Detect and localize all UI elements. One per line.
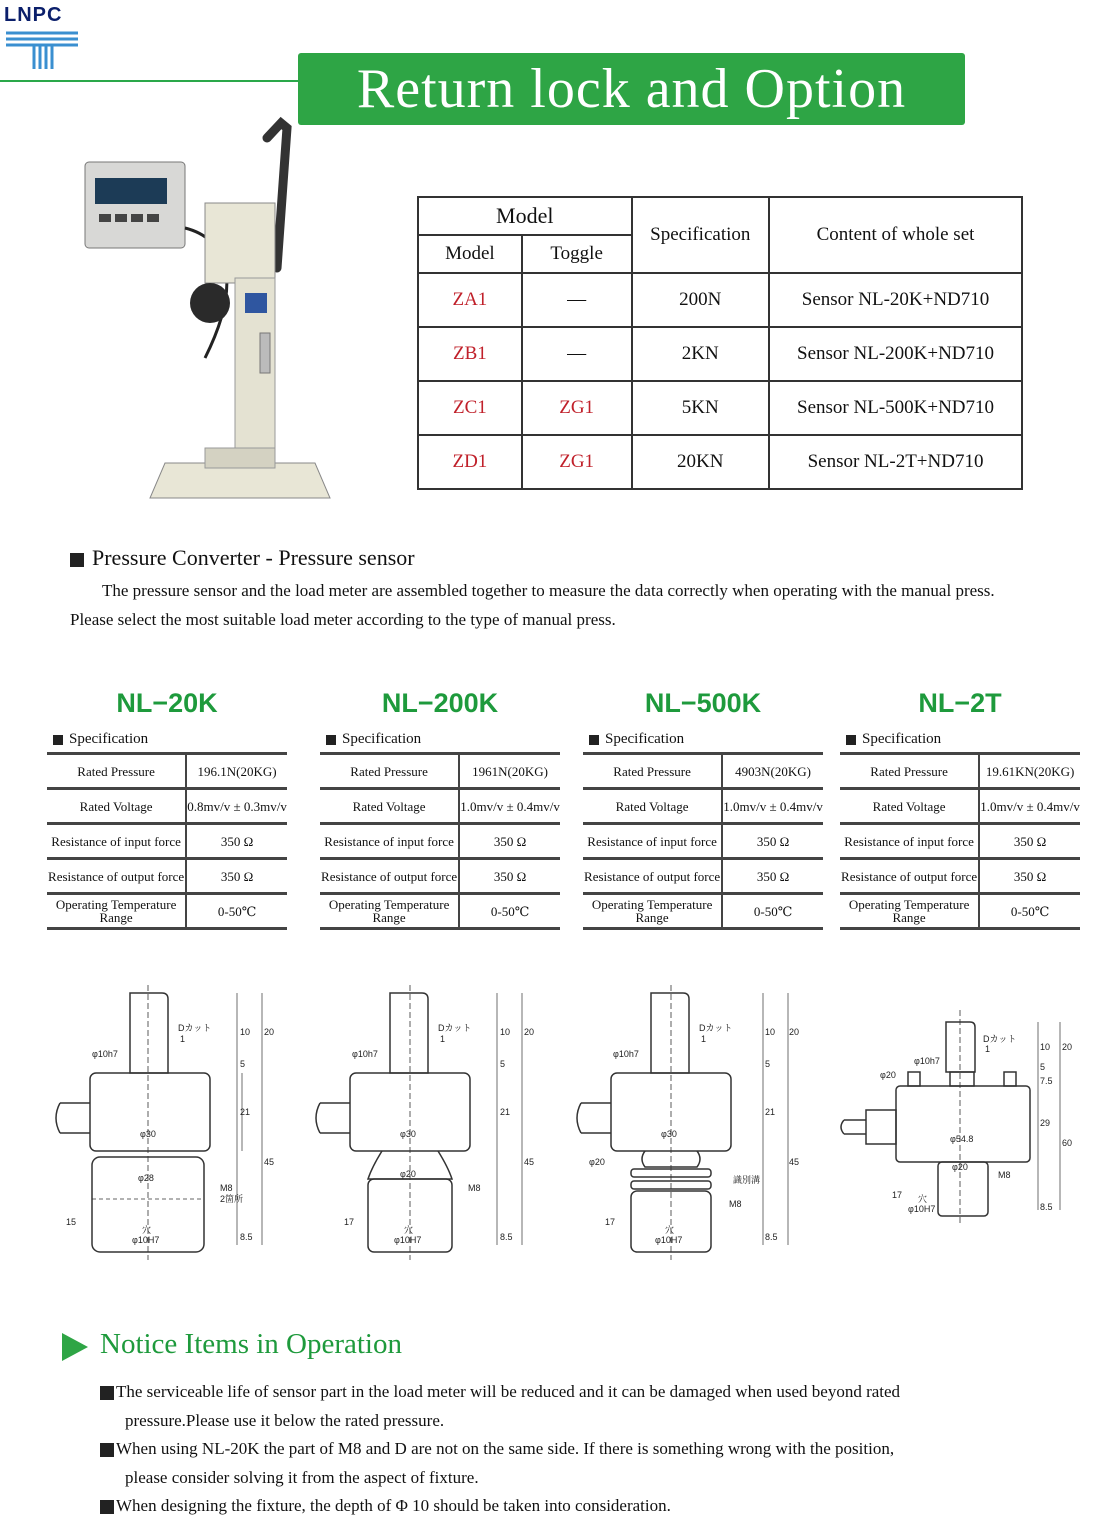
label: 8.5 bbox=[240, 1232, 253, 1242]
spec-value: 0-50℃ bbox=[186, 894, 287, 929]
drawing-nl-20k bbox=[52, 985, 282, 1260]
label: M8 bbox=[220, 1183, 233, 1193]
sensor-name: NL−200K bbox=[381, 688, 499, 718]
content-cell: Sensor NL-2T+ND710 bbox=[769, 435, 1022, 489]
spec-cell: 5KN bbox=[632, 381, 770, 435]
label: M8 bbox=[729, 1199, 742, 1209]
label: 21 bbox=[240, 1107, 251, 1117]
spec-heading: Specification bbox=[589, 731, 823, 748]
bullet-square-icon bbox=[589, 735, 599, 745]
label: 10 bbox=[500, 1027, 511, 1037]
notice-list bbox=[100, 1378, 1000, 1521]
label: 5 bbox=[1040, 1062, 1046, 1072]
label: 45 bbox=[264, 1157, 275, 1167]
spec-key: Operating Temperature Range bbox=[583, 894, 722, 929]
model-table bbox=[417, 196, 1023, 490]
model-cell: ZB1 bbox=[418, 327, 522, 381]
spec-cell: 20KN bbox=[632, 435, 770, 489]
model-cell: ZC1 bbox=[418, 381, 522, 435]
spec-table bbox=[583, 752, 823, 930]
label: φ10H7 bbox=[132, 1235, 160, 1245]
spec-heading: Specification bbox=[53, 731, 287, 748]
toggle-cell: — bbox=[522, 327, 632, 381]
spec-heading: Specification bbox=[326, 731, 560, 748]
sensor-name: NL−500K bbox=[644, 688, 762, 718]
label: 60 bbox=[1062, 1138, 1073, 1148]
label: 20 bbox=[524, 1027, 535, 1037]
label: 20 bbox=[264, 1027, 275, 1037]
sensor-nl-500k bbox=[583, 688, 823, 930]
model-cell: ZD1 bbox=[418, 435, 522, 489]
notice-item-continuation: pressure.Please use it below the rated pressure. bbox=[125, 1410, 445, 1430]
spec-key: Resistance of input force bbox=[840, 824, 979, 859]
label: φ28 bbox=[138, 1173, 154, 1183]
label: Dカット bbox=[983, 1034, 1017, 1044]
spec-key: Resistance of output force bbox=[583, 859, 722, 894]
spec-value: 0-50℃ bbox=[722, 894, 823, 929]
bullet-square-icon bbox=[70, 553, 84, 567]
model-cell: ZA1 bbox=[418, 273, 522, 327]
table-row bbox=[418, 327, 1022, 381]
label: M8 bbox=[998, 1170, 1011, 1180]
spec-cell: 200N bbox=[632, 273, 770, 327]
spec-key: Rated Voltage bbox=[320, 789, 459, 824]
section-description: The pressure sensor and the load meter are assembled together to measure the data correctly when operating with the manual press. Please select the most suitable load meter according to the type of manual press. bbox=[70, 581, 995, 629]
content-cell: Sensor NL-20K+ND710 bbox=[769, 273, 1022, 327]
label: 17 bbox=[605, 1217, 616, 1227]
label: 17 bbox=[344, 1217, 355, 1227]
label: 穴 bbox=[918, 1194, 928, 1204]
sensor-nl-2t bbox=[840, 688, 1080, 930]
notice-title: Notice Items in Operation bbox=[100, 1328, 402, 1360]
table-row bbox=[418, 435, 1022, 489]
spec-value: 350 Ω bbox=[459, 824, 560, 859]
label: 10 bbox=[1040, 1042, 1051, 1052]
label: 21 bbox=[765, 1107, 776, 1117]
section-title bbox=[70, 545, 415, 571]
spec-key: Rated Pressure bbox=[840, 754, 979, 789]
spec-table bbox=[840, 752, 1080, 930]
label: 1 bbox=[180, 1034, 186, 1044]
label: φ10h7 bbox=[352, 1049, 378, 1059]
spec-heading: Specification bbox=[846, 731, 1080, 748]
spec-value: 1.0mv/v ± 0.4mv/v bbox=[979, 789, 1080, 824]
bullet-square-icon bbox=[846, 735, 856, 745]
bullet-square-icon bbox=[100, 1386, 114, 1400]
spec-value: 1961N(20KG) bbox=[459, 754, 560, 789]
spec-key: Rated Voltage bbox=[47, 789, 186, 824]
label: Dカット bbox=[438, 1023, 472, 1033]
spec-cell: 2KN bbox=[632, 327, 770, 381]
company-logo bbox=[4, 4, 84, 70]
bullet-square-icon bbox=[326, 735, 336, 745]
label: 識別溝 bbox=[733, 1175, 761, 1185]
play-triangle-icon bbox=[62, 1333, 88, 1361]
section-title-text: Pressure Converter - Pressure sensor bbox=[92, 545, 415, 570]
label: φ30 bbox=[140, 1129, 156, 1139]
drawing-nl-500k bbox=[573, 985, 805, 1260]
spec-key: Rated Voltage bbox=[840, 789, 979, 824]
label: 穴 bbox=[404, 1225, 414, 1235]
logo-mark-icon bbox=[4, 27, 84, 71]
spec-value: 0-50℃ bbox=[459, 894, 560, 929]
label: 10 bbox=[765, 1027, 776, 1037]
spec-value: 0.8mv/v ± 0.3mv/v bbox=[186, 789, 287, 824]
spec-value: 196.1N(20KG) bbox=[186, 754, 287, 789]
title-banner bbox=[298, 53, 965, 125]
spec-key: Operating Temperature Range bbox=[320, 894, 459, 929]
drawing-nl-2t bbox=[838, 1010, 1073, 1225]
table-row bbox=[418, 273, 1022, 327]
label: Dカット bbox=[178, 1023, 212, 1033]
sensor-name: NL−20K bbox=[116, 688, 218, 718]
label: 15 bbox=[66, 1217, 77, 1227]
label: 5 bbox=[500, 1059, 506, 1069]
label: 7.5 bbox=[1040, 1076, 1053, 1086]
specification-header: Specification bbox=[632, 197, 770, 273]
label: φ20 bbox=[952, 1162, 968, 1172]
label: 1 bbox=[440, 1034, 446, 1044]
spec-key: Resistance of input force bbox=[320, 824, 459, 859]
label: φ10h7 bbox=[914, 1056, 940, 1066]
spec-value: 350 Ω bbox=[979, 859, 1080, 894]
spec-value: 350 Ω bbox=[979, 824, 1080, 859]
model-group-header: Model bbox=[418, 197, 632, 235]
label: 8.5 bbox=[765, 1232, 778, 1242]
label: 2箇所 bbox=[220, 1194, 244, 1204]
spec-value: 19.61KN(20KG) bbox=[979, 754, 1080, 789]
toggle-cell: — bbox=[522, 273, 632, 327]
label: φ10h7 bbox=[92, 1049, 118, 1059]
label: 10 bbox=[240, 1027, 251, 1037]
label: 8.5 bbox=[1040, 1202, 1053, 1212]
table-row bbox=[418, 381, 1022, 435]
sensor-nl-20k bbox=[47, 688, 287, 930]
label: 20 bbox=[789, 1027, 800, 1037]
label: φ30 bbox=[661, 1129, 677, 1139]
label: 穴 bbox=[142, 1225, 152, 1235]
toggle-header: Toggle bbox=[522, 235, 632, 273]
spec-key: Resistance of output force bbox=[47, 859, 186, 894]
drawing-nl-200k bbox=[312, 985, 542, 1260]
label: φ20 bbox=[589, 1157, 605, 1167]
spec-key: Operating Temperature Range bbox=[47, 894, 186, 929]
spec-key: Rated Pressure bbox=[583, 754, 722, 789]
spec-key: Operating Temperature Range bbox=[840, 894, 979, 929]
label: φ54.8 bbox=[950, 1134, 974, 1144]
bullet-square-icon bbox=[53, 735, 63, 745]
spec-value: 350 Ω bbox=[722, 859, 823, 894]
label: 5 bbox=[765, 1059, 771, 1069]
label: 20 bbox=[1062, 1042, 1073, 1052]
label: 8.5 bbox=[500, 1232, 513, 1242]
content-header: Content of whole set bbox=[769, 197, 1022, 273]
spec-value: 0-50℃ bbox=[979, 894, 1080, 929]
spec-key: Rated Pressure bbox=[47, 754, 186, 789]
spec-key: Resistance of output force bbox=[840, 859, 979, 894]
spec-key: Rated Pressure bbox=[320, 754, 459, 789]
label: φ30 bbox=[400, 1129, 416, 1139]
spec-value: 1.0mv/v ± 0.4mv/v bbox=[722, 789, 823, 824]
spec-value: 350 Ω bbox=[186, 859, 287, 894]
spec-key: Rated Voltage bbox=[583, 789, 722, 824]
spec-value: 4903N(20KG) bbox=[722, 754, 823, 789]
label: φ10H7 bbox=[394, 1235, 422, 1245]
spec-key: Resistance of input force bbox=[583, 824, 722, 859]
spec-value: 1.0mv/v ± 0.4mv/v bbox=[459, 789, 560, 824]
header-divider bbox=[0, 80, 300, 82]
page-title: Return lock and Option bbox=[356, 58, 907, 120]
bullet-square-icon bbox=[100, 1500, 114, 1514]
toggle-cell: ZG1 bbox=[522, 381, 632, 435]
notice-item: The serviceable life of sensor part in the load meter will be reduced and it can be damaged when used beyond rated bbox=[100, 1378, 1000, 1407]
label: 29 bbox=[1040, 1118, 1051, 1128]
spec-key: Resistance of input force bbox=[47, 824, 186, 859]
spec-value: 350 Ω bbox=[722, 824, 823, 859]
spec-table bbox=[47, 752, 287, 930]
spec-table bbox=[320, 752, 560, 930]
label: 45 bbox=[789, 1157, 800, 1167]
notice-item: When using NL-20K the part of M8 and D are not on the same side. If there is something wrong with the position, bbox=[100, 1435, 1000, 1464]
label: 1 bbox=[985, 1044, 991, 1054]
spec-key: Resistance of output force bbox=[320, 859, 459, 894]
label: 21 bbox=[500, 1107, 511, 1117]
notice-item: When designing the fixture, the depth of Φ 10 should be taken into consideration. bbox=[100, 1492, 1000, 1521]
label: M8 bbox=[468, 1183, 481, 1193]
label: φ20 bbox=[400, 1169, 416, 1179]
manual-press-image bbox=[55, 118, 355, 523]
label: Dカット bbox=[699, 1023, 733, 1033]
content-cell: Sensor NL-500K+ND710 bbox=[769, 381, 1022, 435]
spec-value: 350 Ω bbox=[459, 859, 560, 894]
model-header: Model bbox=[418, 235, 522, 273]
label: φ10H7 bbox=[655, 1235, 683, 1245]
label: φ10h7 bbox=[613, 1049, 639, 1059]
notice-item-continuation: please consider solving it from the aspect of fixture. bbox=[125, 1467, 479, 1487]
sensor-nl-200k bbox=[320, 688, 560, 930]
label: φ10H7 bbox=[908, 1204, 936, 1214]
spec-value: 350 Ω bbox=[186, 824, 287, 859]
sensor-name: NL−2T bbox=[918, 688, 1002, 718]
label: 5 bbox=[240, 1059, 246, 1069]
content-cell: Sensor NL-200K+ND710 bbox=[769, 327, 1022, 381]
label: 穴 bbox=[665, 1225, 675, 1235]
label: 1 bbox=[701, 1034, 707, 1044]
label: 45 bbox=[524, 1157, 535, 1167]
label: 17 bbox=[892, 1190, 903, 1200]
label: φ20 bbox=[880, 1070, 896, 1080]
toggle-cell: ZG1 bbox=[522, 435, 632, 489]
logo-text: LNPC bbox=[4, 4, 63, 26]
bullet-square-icon bbox=[100, 1443, 114, 1457]
